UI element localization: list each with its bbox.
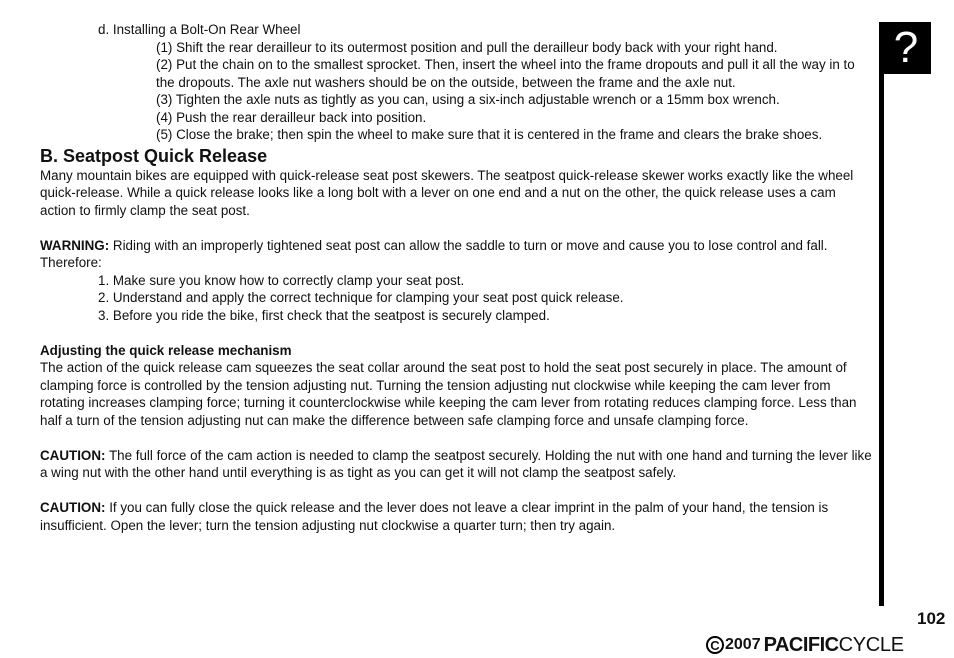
install-step: (4) Push the rear derailleur back into position. [156,109,427,125]
intro-paragraph: Many mountain bikes are equipped with quick-release seat post skewers. The seatpost quick-release skewer works exactly like the wheel quick-release. While a quick release looks like a long bolt with a lever on one end and a nut on the other, the quick release uses a cam action to firmly clamp the seat post. [40,167,854,218]
brand-name-light: CYCLE [838,633,904,656]
caution-paragraph [40,499,872,534]
adjust-heading: Adjusting the quick release mechanism [40,342,292,358]
install-step: (5) Close the brake; then spin the wheel to make sure that it is centered in the frame and clears the brake shoes. [156,127,823,142]
install-title: d. Installing a Bolt-On Rear Wheel [98,22,301,37]
page-number: 102 [917,609,946,628]
caution-text: The full force of the cam action is needed to clamp the seatpost securely. Holding the nut with one hand and turning the lever like a wing nut with the other hand until everything is as tight as you can get it will not clamp the seatpost safely. [40,447,872,480]
copyright-icon: C [706,636,724,654]
install-step: (3) Tighten the axle nuts as tightly as you can, using a six-inch adjustable wrench or a 15mm box wrench. [156,92,780,107]
brand-logo [706,632,904,658]
section-heading: B. Seatpost Quick Release [40,145,268,166]
list-item: 1. Make sure you know how to correctly clamp your seat post. [98,272,465,288]
copyright-year: 2007 [725,636,761,653]
caution-label: CAUTION: [40,500,106,515]
caution-paragraph [40,447,872,482]
list-item: 3. Before you ride the bike, first check that the seatpost is securely clamped. [98,307,550,323]
install-step: (1) Shift the rear derailleur to its outermost position and pull the derailleur body back with your right hand. [156,39,778,55]
list-item: 2. Understand and apply the correct technique for clamping your seat post quick release. [98,290,624,305]
warning-paragraph [40,237,872,272]
sidebar-rule [879,22,884,606]
warning-label: WARNING: [40,237,110,253]
warning-text: Riding with an improperly tightened seat post can allow the saddle to turn or move and cause you to lose control and fall. Therefore: [40,237,828,270]
caution-text: If you can fully close the quick release and the lever does not leave a clear imprint in the palm of your hand, the tension is insufficient. Open the lever; turn the tension adjusting nut clockwise a quarter turn; then try again. [40,500,829,533]
question-mark-icon[interactable]: ? [881,22,931,74]
page-body [40,21,872,534]
adjust-paragraph: The action of the quick release cam squeezes the seat collar around the seat post to hold the seat post securely in place. The amount of clamping force is controlled by the tension adjusting nut. Turning the tension adjusting nut clockwise while keeping the cam lever from rotating increases clamping force; turning it counterclockwise while keeping the cam lever from rotating reduces clamping force. Less than half a turn of the tension adjusting nut can make the difference between safe clamping force and unsafe clamping force. [40,360,857,428]
caution-label: CAUTION: [40,447,106,463]
install-step: (2) Put the chain on to the smallest sprocket. Then, insert the wheel into the frame dropouts and pull it all the way in to the dropouts. The axle nut washers should be on the outside, between the frame and the axle nut. [156,57,855,90]
brand-name-bold: PACIFIC [763,633,839,656]
